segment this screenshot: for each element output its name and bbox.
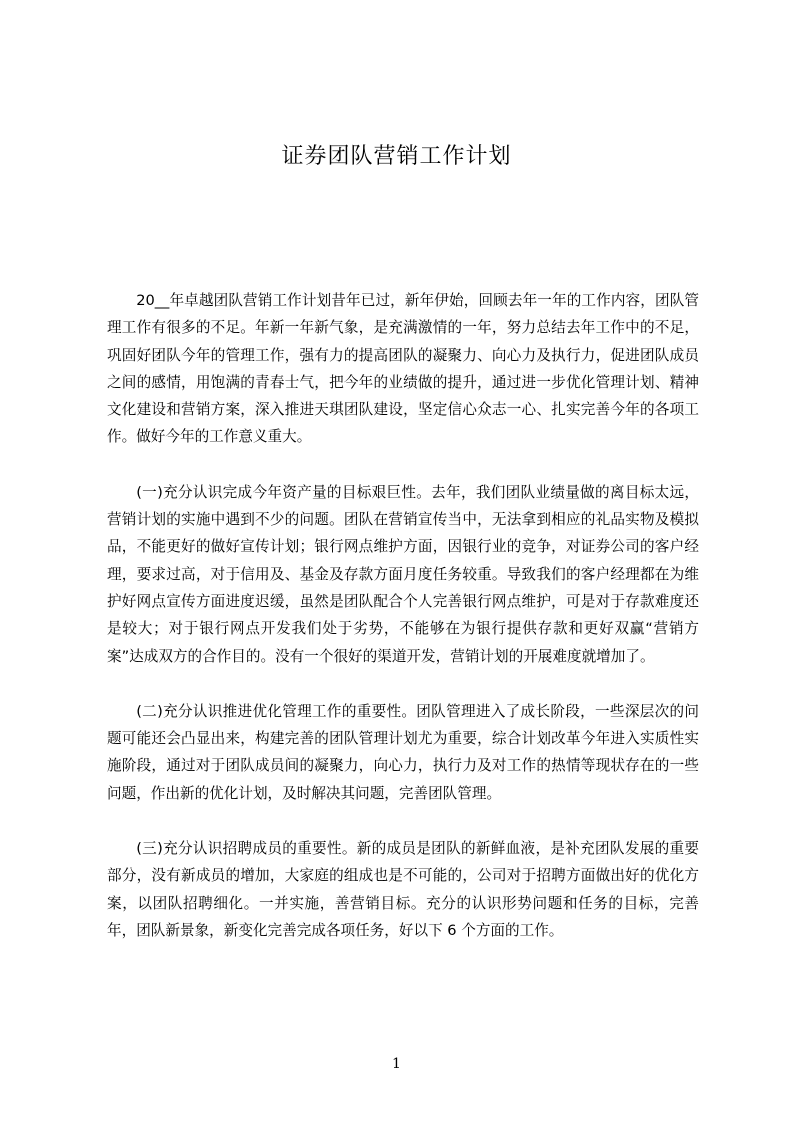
paragraph-section-2: (二)充分认识推进优化管理工作的重要性。团队管理进入了成长阶段，一些深层次的问题可能还会凸显出来，构建完善的团队管理计划尤为重要，综合计划改革今年进入实质性实施阶段，通过对于团队成员间的凝聚力，向心力，执行力及对工作的热情等现状存在的一些问题，作出新的优化计划，及时解决其问题，完善团队管理。 — [107, 702, 699, 802]
paragraph-intro: 20__年卓越团队营销工作计划昔年已过，新年伊始，回顾去年一年的工作内容，团队管理工作有很多的不足。年新一年新气象，是充满激情的一年，努力总结去年工作中的不足，巩固好团队今年的管理工作，强有力的提高团队的凝聚力、向心力及执行力，促进团队成员之间的感情，用饱满的青春士气，把今年的业绩做的提升，通过进一步优化管理计划、精神文化建设和营销方案，深入推进天琪团队建设，坚定信心众志一心、扎实完善今年的各项工作。做好今年的工作意义重大。 — [107, 292, 699, 446]
page-number: 1 — [392, 1056, 401, 1072]
page-title: 证券团队营销工作计划 — [281, 144, 512, 169]
paragraph-section-3: (三)充分认识招聘成员的重要性。新的成员是团队的新鲜血液，是补充团队发展的重要部分，没有新成员的增加，大家庭的组成也是不可能的，公司对于招聘方面做出好的优化方案，以团队招聘细化。一并实施，善营销目标。充分的认识形势问题和任务的目标，完善年，团队新景象，新变化完善完成各项任务，好以下 6 个方面的工作。 — [107, 840, 699, 939]
document-body — [107, 287, 699, 972]
paragraph-section-1: (一)充分认识完成今年资产量的目标艰巨性。去年，我们团队业绩量做的离目标太远，营销计划的实施中遇到不少的问题。团队在营销宣传当中，无法拿到相应的礼品实物及模拟品，不能更好的做好宣传计划；银行网点维护方面，因银行业的竞争，对证券公司的客户经理，要求过高，对于信用及、基金及存款方面月度任务较重。导致我们的客户经理都在为维护好网点宣传方面进度迟缓，虽然是团队配合个人完善银行网点维护，可是对于存款难度还是较大；对于银行网点开发我们处于劣势，不能够在为银行提供存款和更好双赢“营销方案”达成双方的合作目的。没有一个很好的渠道开发，营销计划的开展难度就增加了。 — [107, 483, 699, 665]
